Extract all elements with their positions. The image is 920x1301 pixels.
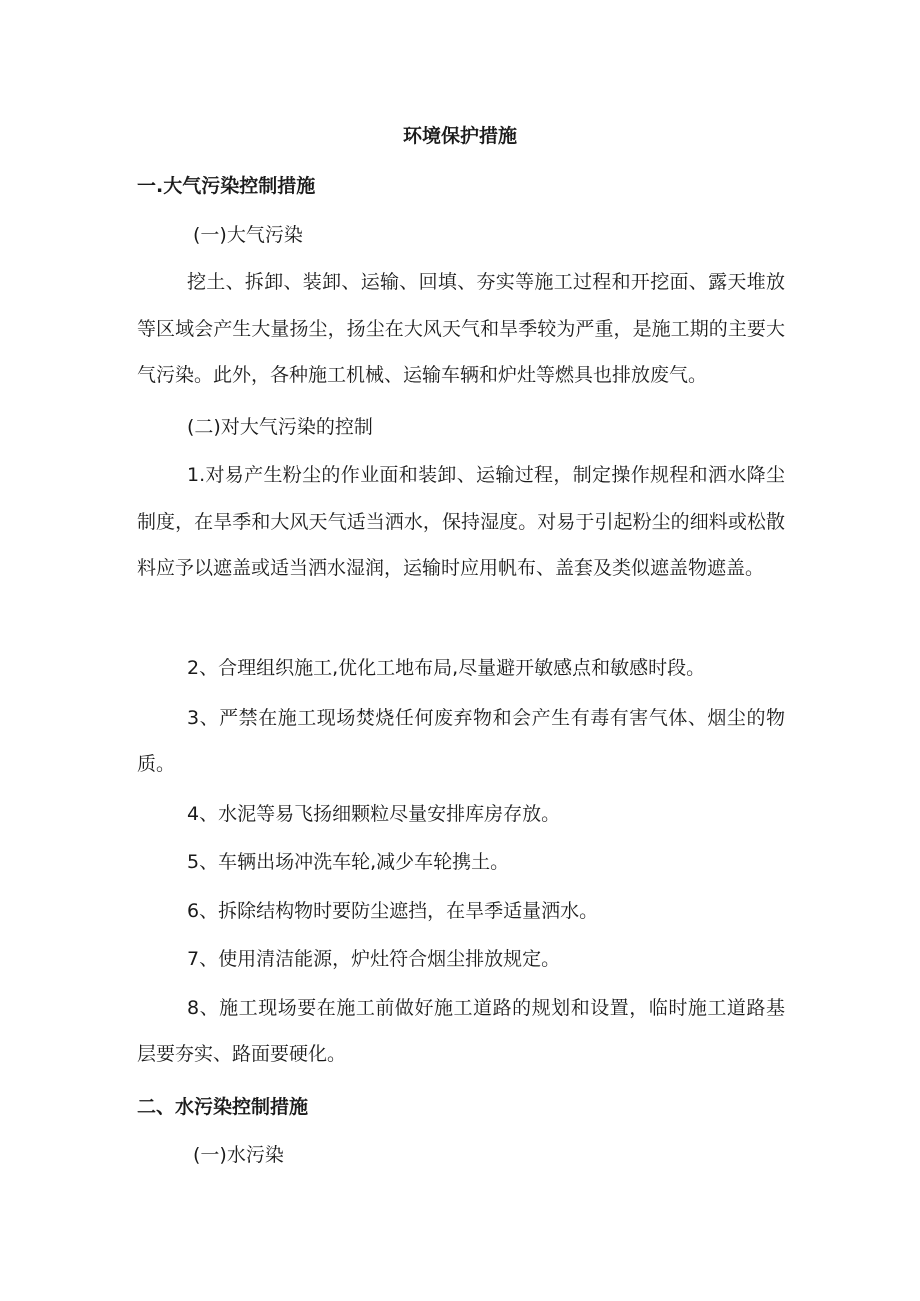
document-title: 环境保护措施 xyxy=(402,125,517,147)
section-heading-air-pollution: 一.大气污染控制措施 xyxy=(137,175,316,197)
list-item-control-7: 7、使用清洁能源，炉灶符合烟尘排放规定。 xyxy=(187,948,561,970)
list-item-control-5: 5、车辆出场冲洗车轮,减少车轮携土。 xyxy=(187,851,510,873)
subsection-heading-water-pollution: (一)水污染 xyxy=(193,1144,284,1166)
subsection-heading-air-pollution-control: (二)对大气污染的控制 xyxy=(187,416,373,438)
section-heading-water-pollution: 二、水污染控制措施 xyxy=(137,1096,309,1118)
list-item-control-2: 2、合理组织施工,优化工地布局,尽量避开敏感点和敏感时段。 xyxy=(187,657,706,679)
list-item-control-8: 8、施工现场要在施工前做好施工道路的规划和设置，临时施工道路基层要夯实、路面要硬化。 xyxy=(137,997,785,1065)
list-item-control-3: 3、严禁在施工现场焚烧任何废弃物和会产生有毒有害气体、烟尘的物质。 xyxy=(137,707,785,775)
list-item-control-1: 1.对易产生粉尘的作业面和装卸、运输过程，制定操作规程和洒水降尘制度，在旱季和大风天气适当洒水，保持湿度。对易于引起粉尘的细料或松散料应予以遮盖或适当洒水湿润，运输时应用帆布、盖套及类似遮盖物遮盖。 xyxy=(137,464,785,579)
list-item-control-4: 4、水泥等易飞扬细颗粒尽量安排库房存放。 xyxy=(187,803,561,825)
paragraph-air-pollution-sources: 挖土、拆卸、装卸、运输、回填、夯实等施工过程和开挖面、露天堆放等区域会产生大量扬尘，扬尘在大风天气和旱季较为严重，是施工期的主要大气污染。此外，各种施工机械、运输车辆和炉灶等燃具也排放废气。 xyxy=(137,271,785,386)
list-item-control-6: 6、拆除结构物时要防尘遮挡，在旱季适量洒水。 xyxy=(187,900,599,922)
subsection-heading-air-pollution: (一)大气污染 xyxy=(193,224,303,246)
